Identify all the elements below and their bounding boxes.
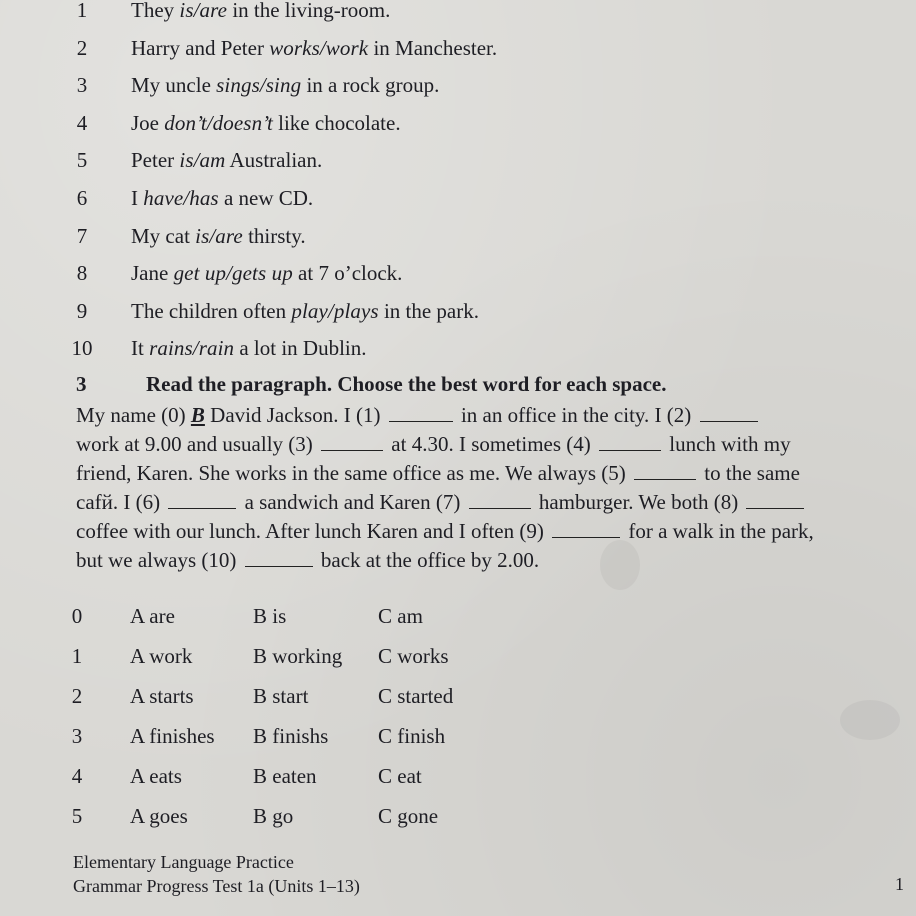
- sentence-end: a lot in Dublin.: [234, 336, 367, 361]
- option-row: [0, 796, 916, 836]
- answer-blank[interactable]: [599, 433, 661, 451]
- option-b[interactable]: B go: [253, 804, 294, 828]
- verb-choice[interactable]: don’t/doesn’t: [164, 110, 273, 135]
- sentence-end: in a rock group.: [301, 73, 440, 98]
- exercise-2-item: [0, 0, 916, 30]
- paragraph-text: but we always (10): [76, 548, 242, 572]
- option-b[interactable]: B start: [253, 684, 309, 708]
- option-b[interactable]: B eaten: [253, 764, 317, 788]
- item-number: 5: [76, 148, 88, 173]
- sentence-end: in the living-room.: [227, 0, 391, 22]
- sentence-start: My cat: [131, 223, 196, 248]
- exercise-2-item: [0, 105, 916, 143]
- verb-choice[interactable]: sings/sing: [216, 73, 302, 98]
- answer-blank[interactable]: [389, 404, 453, 422]
- option-c[interactable]: C started: [378, 684, 454, 708]
- answer-blank[interactable]: [634, 462, 696, 480]
- option-number: 1: [71, 644, 83, 668]
- footer-book-title: Elementary Language Practice: [73, 852, 294, 872]
- paragraph-text: work at 9.00 and usually (3): [76, 432, 319, 456]
- sentence-start: The children often: [131, 298, 292, 323]
- paragraph-line: [76, 546, 906, 575]
- answer-blank[interactable]: [552, 520, 620, 538]
- sentence-start: My uncle: [131, 73, 217, 98]
- item-sentence: [131, 330, 367, 368]
- option-a[interactable]: A eats: [130, 764, 182, 788]
- exercise-2-item: [0, 67, 916, 105]
- sentence-start: They: [131, 0, 180, 22]
- sentence-end: a new CD.: [218, 185, 314, 210]
- sentence-start: Jane: [131, 261, 174, 286]
- paragraph-line: [76, 430, 906, 459]
- option-a[interactable]: A are: [130, 604, 175, 628]
- footer: [73, 850, 360, 898]
- sentence-end: at 7 o’clock.: [292, 261, 403, 286]
- answer-blank[interactable]: [168, 491, 236, 509]
- exercise-2-item: [0, 255, 916, 293]
- item-sentence: [131, 30, 497, 68]
- paragraph-text: for a walk in the park,: [623, 519, 814, 543]
- option-c[interactable]: C am: [378, 604, 423, 628]
- paragraph-line: [76, 517, 906, 546]
- item-number: 10: [71, 336, 93, 361]
- option-number: 4: [71, 764, 83, 788]
- item-sentence: [131, 218, 306, 256]
- paragraph-text: coffee with our lunch. After lunch Karen and I often (9): [76, 519, 550, 543]
- sentence-end: like chocolate.: [272, 110, 401, 135]
- paragraph-text: My name (0): [76, 403, 191, 427]
- option-c[interactable]: C eat: [378, 764, 422, 788]
- verb-choice[interactable]: play/plays: [291, 298, 379, 323]
- option-b[interactable]: B is: [253, 604, 287, 628]
- paragraph-text: cafй. I (6): [76, 490, 166, 514]
- option-number: 5: [71, 804, 83, 828]
- options-table: [0, 596, 916, 836]
- item-sentence: [131, 142, 322, 180]
- verb-choice[interactable]: get up/gets up: [173, 261, 293, 286]
- sentence-end: thirsty.: [242, 223, 306, 248]
- option-row: [0, 676, 916, 716]
- option-b[interactable]: B working: [253, 644, 343, 668]
- item-number: 2: [76, 35, 88, 60]
- exercise-2-item: [0, 293, 916, 331]
- option-row: [0, 716, 916, 756]
- option-c[interactable]: C works: [378, 644, 449, 668]
- verb-choice[interactable]: rains/rain: [149, 336, 235, 361]
- option-number: 0: [71, 604, 83, 628]
- paragraph-text: at 4.30. I sometimes (4): [386, 432, 597, 456]
- sentence-start: Joe: [131, 110, 165, 135]
- exercise-2-list: [0, 0, 916, 368]
- exercise-2-item: [0, 330, 916, 368]
- item-sentence: [131, 67, 439, 105]
- option-b[interactable]: B finishs: [253, 724, 329, 748]
- item-number: 3: [76, 73, 88, 98]
- paragraph-text: back at the office by 2.00.: [315, 548, 540, 572]
- item-sentence: [131, 293, 479, 331]
- option-c[interactable]: C finish: [378, 724, 446, 748]
- page-number: 1: [895, 874, 904, 894]
- item-number: 7: [76, 223, 88, 248]
- sentence-start: Peter: [131, 148, 180, 173]
- item-sentence: [131, 255, 402, 293]
- verb-choice[interactable]: is/are: [179, 0, 228, 22]
- exercise-3-paragraph: [76, 401, 906, 575]
- item-number: 6: [76, 185, 88, 210]
- paragraph-line: [76, 488, 906, 517]
- option-row: [0, 636, 916, 676]
- option-number: 2: [71, 684, 83, 708]
- exercise-3-number: 3: [76, 372, 87, 396]
- footer-test-title: Grammar Progress Test 1a (Units 1–13): [73, 876, 360, 896]
- item-sentence: [131, 105, 401, 143]
- verb-choice[interactable]: is/am: [179, 148, 226, 173]
- paragraph-text: David Jackson. I (1): [204, 403, 386, 427]
- option-row: [0, 596, 916, 636]
- exercise-2-item: [0, 142, 916, 180]
- verb-choice[interactable]: works/work: [269, 35, 369, 60]
- sentence-start: Harry and Peter: [131, 35, 270, 60]
- item-sentence: [131, 180, 313, 218]
- answer-blank[interactable]: [245, 549, 313, 567]
- exercise-2-item: [0, 30, 916, 68]
- option-c[interactable]: C gone: [378, 804, 439, 828]
- sentence-end: Australian.: [225, 148, 323, 173]
- item-number: 4: [76, 110, 88, 135]
- exercise-3-instruction: Read the paragraph. Choose the best word for each space.: [146, 372, 667, 396]
- exercise-3-heading: [76, 372, 667, 397]
- option-a[interactable]: A finishes: [130, 724, 215, 748]
- paragraph-text: friend, Karen. She works in the same office as me. We always (5): [76, 461, 632, 485]
- option-row: [0, 756, 916, 796]
- verb-choice[interactable]: is/are: [195, 223, 243, 248]
- paragraph-line: [76, 401, 906, 430]
- answer-blank[interactable]: [469, 491, 531, 509]
- sentence-start: It: [131, 336, 150, 361]
- sentence-start: I: [131, 185, 144, 210]
- exercise-2-item: [0, 218, 916, 256]
- option-a[interactable]: A goes: [130, 804, 188, 828]
- exercise-2-item: [0, 180, 916, 218]
- paragraph-text: hamburger. We both (8): [533, 490, 744, 514]
- item-number: 9: [76, 298, 88, 323]
- paragraph-text: a sandwich and Karen (7): [239, 490, 466, 514]
- answer-blank[interactable]: [746, 491, 804, 509]
- paragraph-line: [76, 459, 906, 488]
- answer-blank[interactable]: [321, 433, 383, 451]
- example-answer: B: [190, 403, 205, 427]
- sentence-end: in the park.: [378, 298, 479, 323]
- paragraph-text: lunch with my: [664, 432, 791, 456]
- item-number: 1: [76, 0, 88, 22]
- paragraph-text: in an office in the city. I (2): [455, 403, 697, 427]
- option-a[interactable]: A work: [130, 644, 193, 668]
- verb-choice[interactable]: have/has: [143, 185, 219, 210]
- paragraph-text: to the same: [699, 461, 800, 485]
- option-a[interactable]: A starts: [130, 684, 194, 708]
- item-number: 8: [76, 261, 88, 286]
- option-number: 3: [71, 724, 83, 748]
- sentence-end: in Manchester.: [368, 35, 498, 60]
- item-sentence: [131, 0, 390, 30]
- answer-blank[interactable]: [700, 404, 758, 422]
